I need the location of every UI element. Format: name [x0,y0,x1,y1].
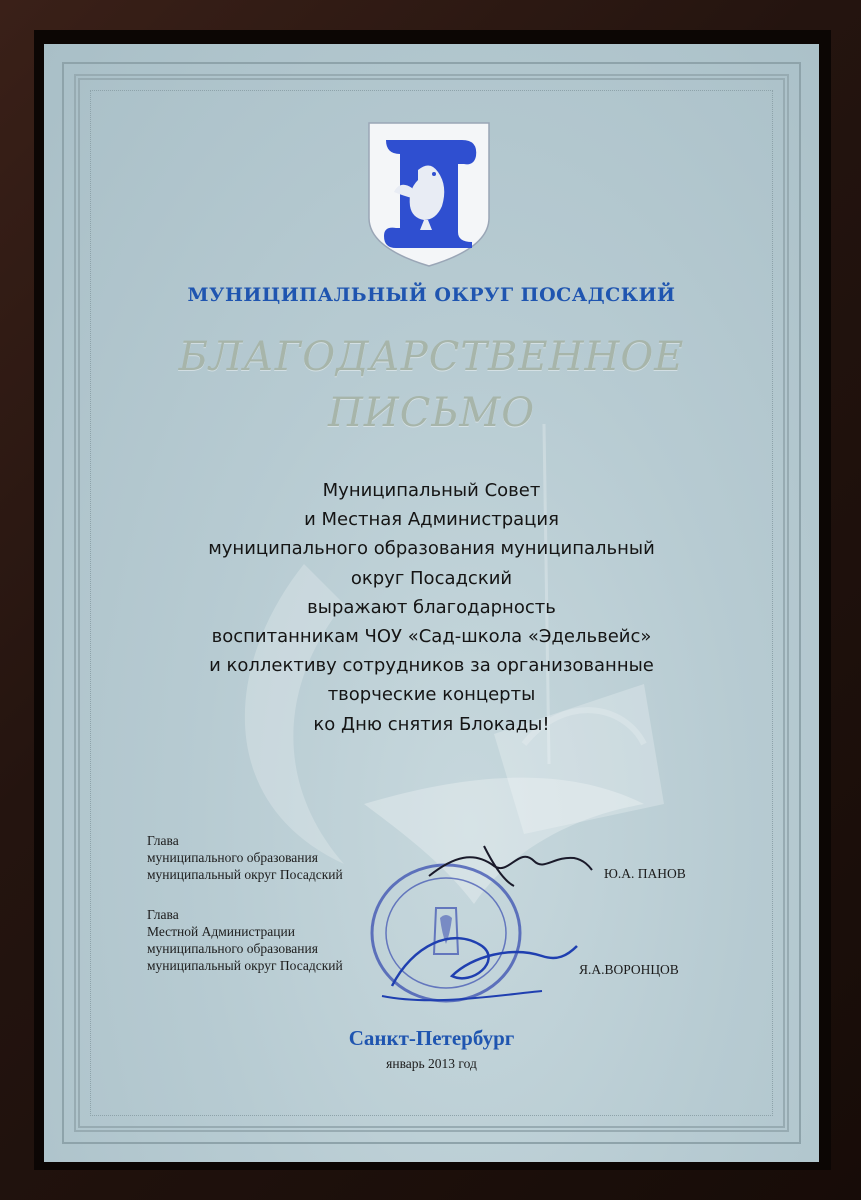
city-name: Санкт-Петербург [348,1026,515,1050]
body-line: и Местная Администрация [304,509,559,531]
issue-date: январь 2013 год [386,1056,477,1071]
signatory-title-line: муниципального образования [147,941,318,956]
signature-vorontsov-icon [372,916,582,1006]
signatory-2-title [147,906,343,974]
signatory-title-line: муниципального образования [147,850,318,865]
body-line: и коллективу сотрудников за организованные [209,655,654,677]
signatory-1-name: Ю.А. ПАНОВ [604,866,686,881]
document-title-line2: ПИСЬМО [327,390,536,436]
body-line: округ Посадский [350,567,513,589]
signatory-2-name: Я.А.ВОРОНЦОВ [579,962,679,977]
body-line: воспитанникам ЧОУ «Сад-школа «Эдельвейс» [211,626,652,648]
signature-panov-icon [424,836,594,896]
document-title-line1: БЛАГОДАРСТВЕННОЕ [178,334,685,380]
signatory-title-line: муниципальный округ Посадский [147,958,343,973]
body-line: Муниципальный Совет [322,480,541,501]
district-title: МУНИЦИПАЛЬНЫЙ ОКРУГ ПОСАДСКИЙ [187,284,676,306]
signatory-title-line: Местной Администрации [147,924,295,939]
body-line: муниципального образования муниципальный [208,538,655,560]
signatory-title-line: Глава [147,833,179,848]
signatory-1-title [147,832,343,883]
letter-body [104,476,759,739]
coat-of-arms-icon [366,120,492,268]
signatory-title-line: муниципальный округ Посадский [147,867,343,882]
signatory-title-line: Глава [147,907,179,922]
body-line: ко Дню снятия Блокады! [313,713,550,735]
certificate-paper [44,44,819,1162]
body-line: выражают благодарность [307,596,556,618]
body-line: творческие концерты [327,684,536,706]
